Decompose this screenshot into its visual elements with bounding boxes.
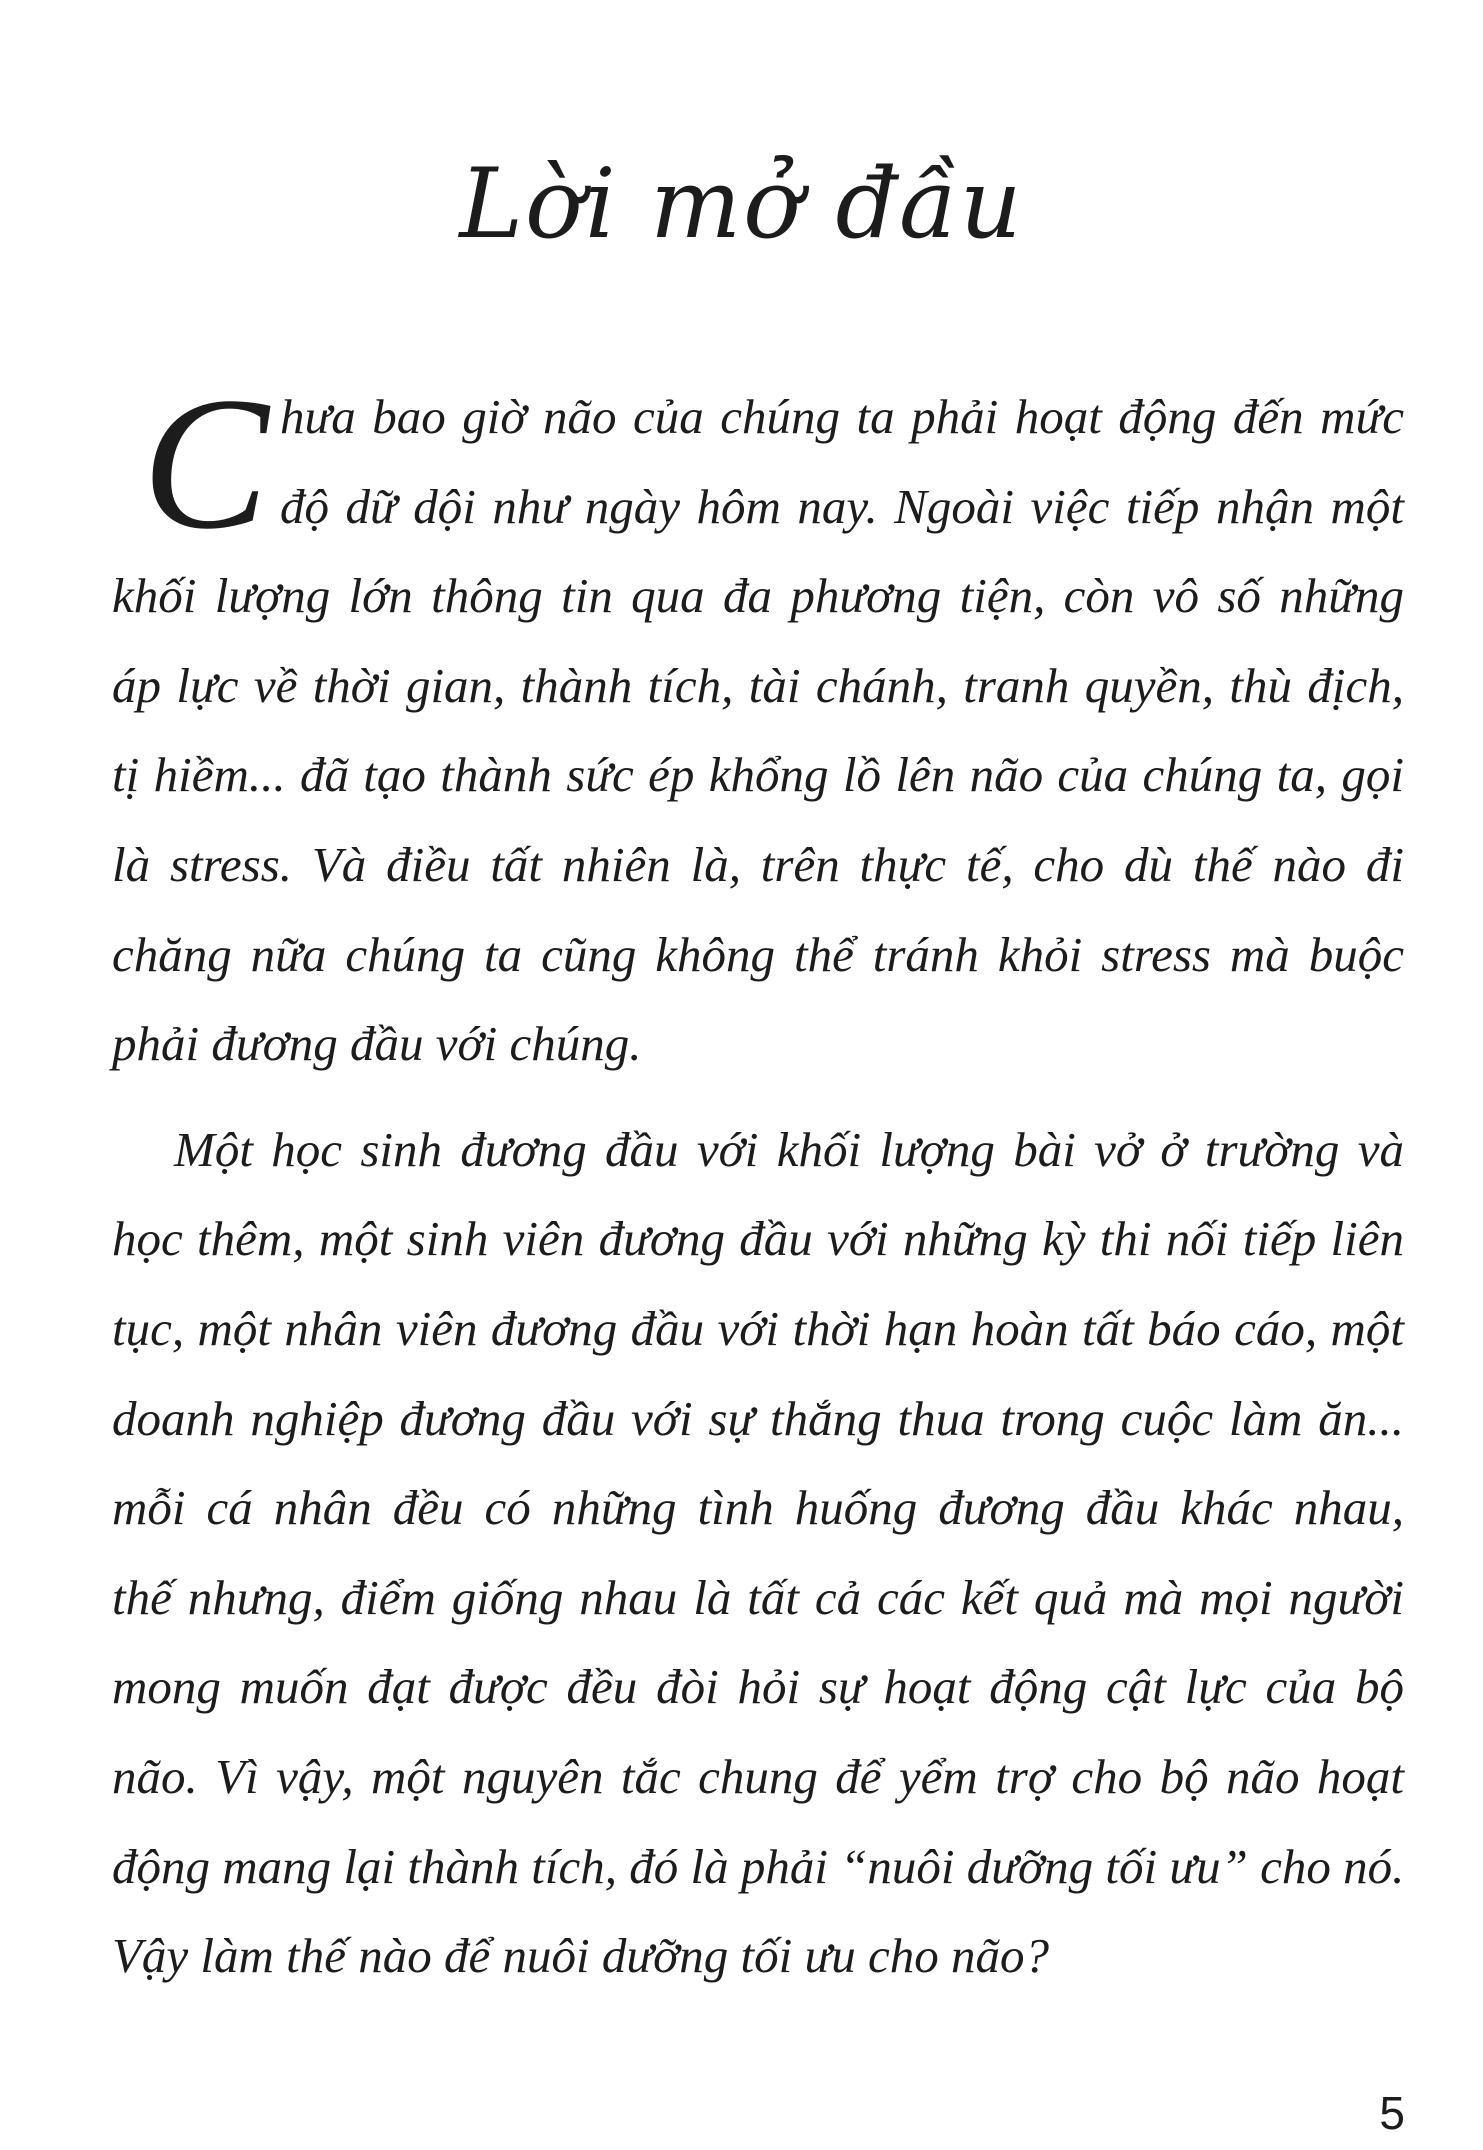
text-line: thế nhưng, điểm giống nhau là tất cả các kết quả mà mọi người [112, 1569, 1404, 1625]
text-line: tục, một nhân viên đương đầu với thời hạn hoàn tất báo cáo, một [112, 1300, 1404, 1356]
drop-cap: C [142, 359, 269, 569]
text-line: phải đương đầu với chúng. [112, 1016, 642, 1072]
text-line: động mang lại thành tích, đó là phải “nuôi dưỡng tối ưu” cho nó. [112, 1838, 1405, 1894]
body-text [112, 359, 1405, 2001]
text-line: não. Vì vậy, một nguyên tắc chung để yểm trợ cho bộ não hoạt [112, 1748, 1404, 1804]
paragraph-1 [112, 359, 1404, 1089]
text-line: áp lực về thời gian, thành tích, tài chánh, tranh quyền, thù địch, [112, 657, 1404, 713]
text-line: là stress. Và điều tất nhiên là, trên thực tế, cho dù thế nào đi [112, 836, 1404, 892]
text-line: chăng nữa chúng ta cũng không thể tránh khỏi stress mà buộc [112, 926, 1404, 982]
text-line: hưa bao giờ não của chúng ta phải hoạt động đến mức [280, 389, 1404, 444]
text-line: Một học sinh đương đầu với khối lượng bài vở ở trường và [174, 1121, 1404, 1177]
text-line: mỗi cá nhân đều có những tình huống đương đầu khác nhau, [112, 1480, 1404, 1536]
text-line: Vậy làm thế nào để nuôi dưỡng tối ưu cho não? [112, 1928, 1049, 1984]
text-line: khối lượng lớn thông tin qua đa phương tiện, còn vô số những [112, 568, 1404, 624]
text-line: doanh nghiệp đương đầu với sự thắng thua trong cuộc làm ăn... [112, 1390, 1404, 1446]
text-line: độ dữ dội như ngày hôm nay. Ngoài việc tiếp nhận một [280, 478, 1404, 534]
page-title: Lời mở đầu [459, 148, 1024, 261]
paragraph-2 [112, 1105, 1404, 2001]
text-line: tị hiềm... đã tạo thành sức ép khổng lồ lên não của chúng ta, gọi [112, 747, 1404, 803]
text-line: học thêm, một sinh viên đương đầu với những kỳ thi nối tiếp liên [112, 1211, 1404, 1267]
page-number: 5 [1379, 2087, 1405, 2139]
text-line: mong muốn đạt được đều đòi hỏi sự hoạt động cật lực của bộ [112, 1659, 1404, 1715]
